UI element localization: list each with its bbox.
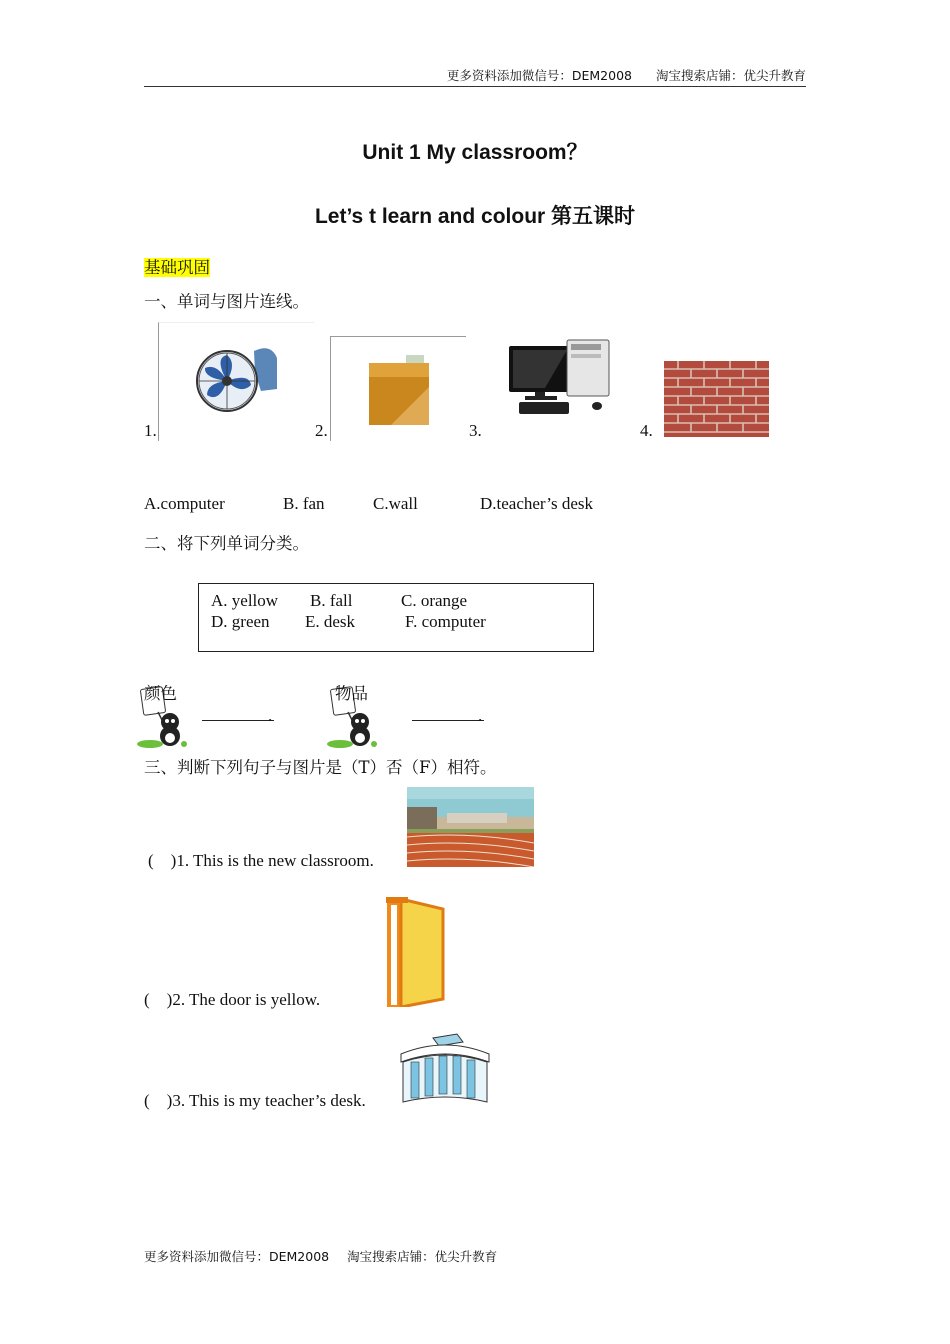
page-header <box>144 66 806 87</box>
q1-option-b: B. fan <box>283 494 325 513</box>
word-a: A. yellow <box>211 591 279 610</box>
fan-image <box>158 322 314 441</box>
section-label-text: 基础巩固 <box>144 258 210 277</box>
word-e: E. desk <box>305 612 356 631</box>
header-shop: 淘宝搜索店铺：优尖升教育 <box>655 68 806 83</box>
lesson-title: Let’s t learn and colour 第五课时 <box>314 205 636 228</box>
q3-item-2-text: 2. The door is yellow. <box>172 990 321 1009</box>
page-footer <box>144 1247 511 1265</box>
q3-item-3-text: 3. This is my teacher’s desk. <box>172 1091 366 1110</box>
blank-period-1: . <box>268 706 273 725</box>
q1-option-d: D.teacher’s desk <box>480 494 593 513</box>
q1-option-c: C.wall <box>373 494 418 513</box>
q1-number-1: 1. <box>144 421 157 440</box>
q3-item-1 <box>148 851 374 871</box>
wall-image <box>664 361 769 437</box>
unit-title: Unit 1 My classroom？ <box>362 141 588 164</box>
blank-period-2: . <box>478 706 483 725</box>
answer-paren-3[interactable]: ( ) <box>144 1091 173 1110</box>
q2-heading: 二、将下列单词分类。 <box>144 534 309 553</box>
answer-blank-colors[interactable] <box>202 706 274 721</box>
word-f: F. computer <box>405 612 486 631</box>
q1-heading: 一、单词与图片连线。 <box>144 292 309 311</box>
answer-paren-1[interactable]: ( ) <box>148 851 177 870</box>
q1-option-a: A.computer <box>144 494 225 513</box>
desk-image <box>330 336 466 441</box>
footer-wechat: 更多资料添加微信号：DEM2008 <box>144 1249 330 1264</box>
q3-item-3 <box>144 1091 366 1111</box>
category-colors: 颜色 <box>144 684 177 703</box>
building-image <box>397 1032 492 1108</box>
word-d: D. green <box>211 612 270 631</box>
word-c: C. orange <box>401 591 468 610</box>
computer-image <box>505 336 615 420</box>
q3-heading: 三、判断下列句子与图片是（T）否（F）相符。 <box>144 758 497 777</box>
answer-paren-2[interactable]: ( ) <box>144 990 173 1009</box>
answer-blank-objects[interactable] <box>412 706 484 721</box>
q1-number-2: 2. <box>315 421 328 440</box>
door-image <box>385 895 449 1007</box>
q1-number-4: 4. <box>640 421 653 440</box>
playground-image <box>407 787 534 867</box>
q3-item-1-text: 1. This is the new classroom. <box>176 851 374 870</box>
word-box <box>198 583 594 652</box>
q3-item-2 <box>144 990 320 1010</box>
footer-shop: 淘宝搜索店铺：优尖升教育 <box>347 1249 498 1264</box>
header-wechat: 更多资料添加微信号：DEM2008 <box>446 68 632 83</box>
word-b: B. fall <box>310 591 353 610</box>
category-objects: 物品 <box>335 684 368 703</box>
q1-number-3: 3. <box>469 421 482 440</box>
section-label <box>144 254 210 278</box>
